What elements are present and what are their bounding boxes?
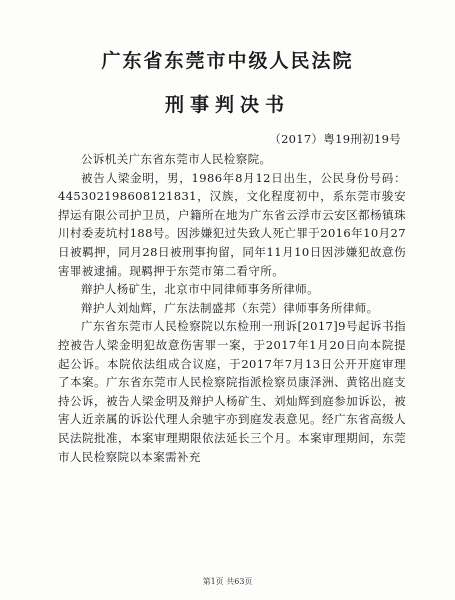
court-name: 广东省东莞市中级人民法院 [101, 50, 354, 72]
defense-counsel-2-paragraph: 辩护人刘灿辉，广东法制盛邦（东莞）律师事务所律师。 [81, 300, 379, 315]
case-procedure-paragraph: 广东省东莞市人民检察院以东检刑一刑诉[2017]9号起诉书指控被告人梁金明犯故意伤害罪一案，于2017年1月20日向本院提起公诉。本院依法组成合议庭，于2017年7月13日公开开庭审理了本案。广东省东莞市人民检察院指派检察员康泽洲、黄铭出庭支持公诉，被告人梁金明及辩护人杨矿生、刘灿辉到庭参加诉讼，被害人近亲属的诉讼代理人余驰宇亦到庭发表意见。经广东省高级人民法院批准，本案审理期限依法延长三个月。本案审理期间，东莞市人民检察院以本案需补充 [58, 319, 406, 464]
case-number: （2017）粤19刑初19号 [269, 132, 401, 146]
prosecutor-paragraph: 公诉机关广东省东莞市人民检察院。 [81, 152, 272, 166]
judgment-body [58, 150, 406, 466]
defense-counsel-1-paragraph: 辩护人杨矿生，北京市中同律师事务所律师。 [81, 282, 319, 297]
document-title: 刑事判决书 [164, 94, 290, 116]
defendant-paragraph: 被告人梁金明，男，1986年8月12日出生，公民身份号码：445302198608121831，汉族，文化程度初中，系东莞市骏安捍运有限公司护卫员，户籍所在地为广东省云浮市云安区都杨镇珠川村委麦坑村188号。因涉嫌犯过失致人死亡罪于2016年10月27日被羁押，同月28日被刑事拘留，同年11月10日因涉嫌犯故意伤害罪被逮捕。现羁押于东莞市第二看守所。 [58, 170, 406, 278]
page-indicator: 第1页 共63页 [202, 577, 253, 586]
